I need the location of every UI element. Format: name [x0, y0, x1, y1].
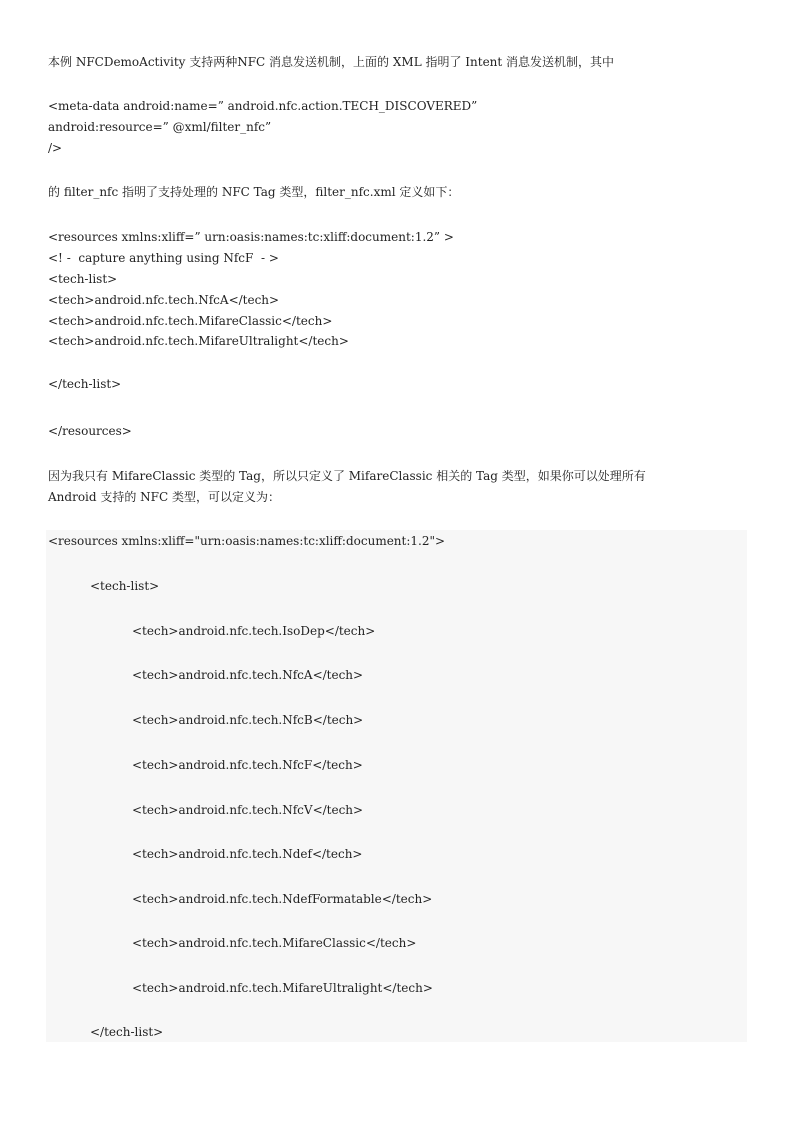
code-line: <tech>android.nfc.tech.MifareClassic</tech> — [132, 936, 417, 950]
xml-line: <resources xmlns:xliff=” urn:oasis:names:tc:xliff:document:1.2” > — [48, 230, 454, 244]
code-line: <tech>android.nfc.tech.NfcF</tech> — [132, 758, 363, 772]
explanation-paragraph-line: Android 支持的 NFC 类型，可以定义为： — [48, 490, 281, 504]
xml-line: <tech>android.nfc.tech.NfcA</tech> — [48, 293, 280, 307]
code-line: <tech>android.nfc.tech.NfcA</tech> — [132, 668, 364, 682]
code-block — [46, 530, 747, 1042]
intro-paragraph: 本例 NFCDemoActivity 支持两种NFC 消息发送机制，上面的 XML 指明了 Intent 消息发送机制，其中 — [48, 55, 615, 69]
code-line: <tech>android.nfc.tech.NfcV</tech> — [132, 803, 364, 817]
meta-data-line: <meta-data android:name=” android.nfc.action.TECH_DISCOVERED” — [48, 99, 478, 113]
xml-line: <! - capture anything using NfcF - > — [48, 251, 279, 265]
code-line: <tech>android.nfc.tech.Ndef</tech> — [132, 847, 363, 861]
code-line: <tech>android.nfc.tech.IsoDep</tech> — [132, 624, 376, 638]
code-line: </tech-list> — [90, 1025, 164, 1039]
xml-line: <tech>android.nfc.tech.MifareUltralight</tech> — [48, 334, 349, 348]
code-line: <tech>android.nfc.tech.NfcB</tech> — [132, 713, 364, 727]
xml-line: <tech>android.nfc.tech.MifareClassic</tech> — [48, 314, 333, 328]
meta-data-line: android:resource=” @xml/filter_nfc” — [48, 120, 272, 134]
xml-line: </resources> — [48, 424, 132, 438]
explanation-paragraph-line: 因为我只有 MifareClassic 类型的 Tag，所以只定义了 MifareClassic 相关的 Tag 类型，如果你可以处理所有 — [48, 469, 646, 483]
meta-data-line: /> — [48, 141, 63, 155]
filter-description-paragraph: 的 filter_nfc 指明了支持处理的 NFC Tag 类型，filter_nfc.xml 定义如下： — [48, 185, 460, 199]
code-line: <resources xmlns:xliff="urn:oasis:names:tc:xliff:document:1.2"> — [48, 534, 446, 548]
code-line: <tech-list> — [90, 579, 160, 593]
xml-line: </tech-list> — [48, 377, 122, 391]
xml-line: <tech-list> — [48, 272, 118, 286]
code-line: <tech>android.nfc.tech.NdefFormatable</tech> — [132, 892, 433, 906]
code-line: <tech>android.nfc.tech.MifareUltralight</tech> — [132, 981, 433, 995]
